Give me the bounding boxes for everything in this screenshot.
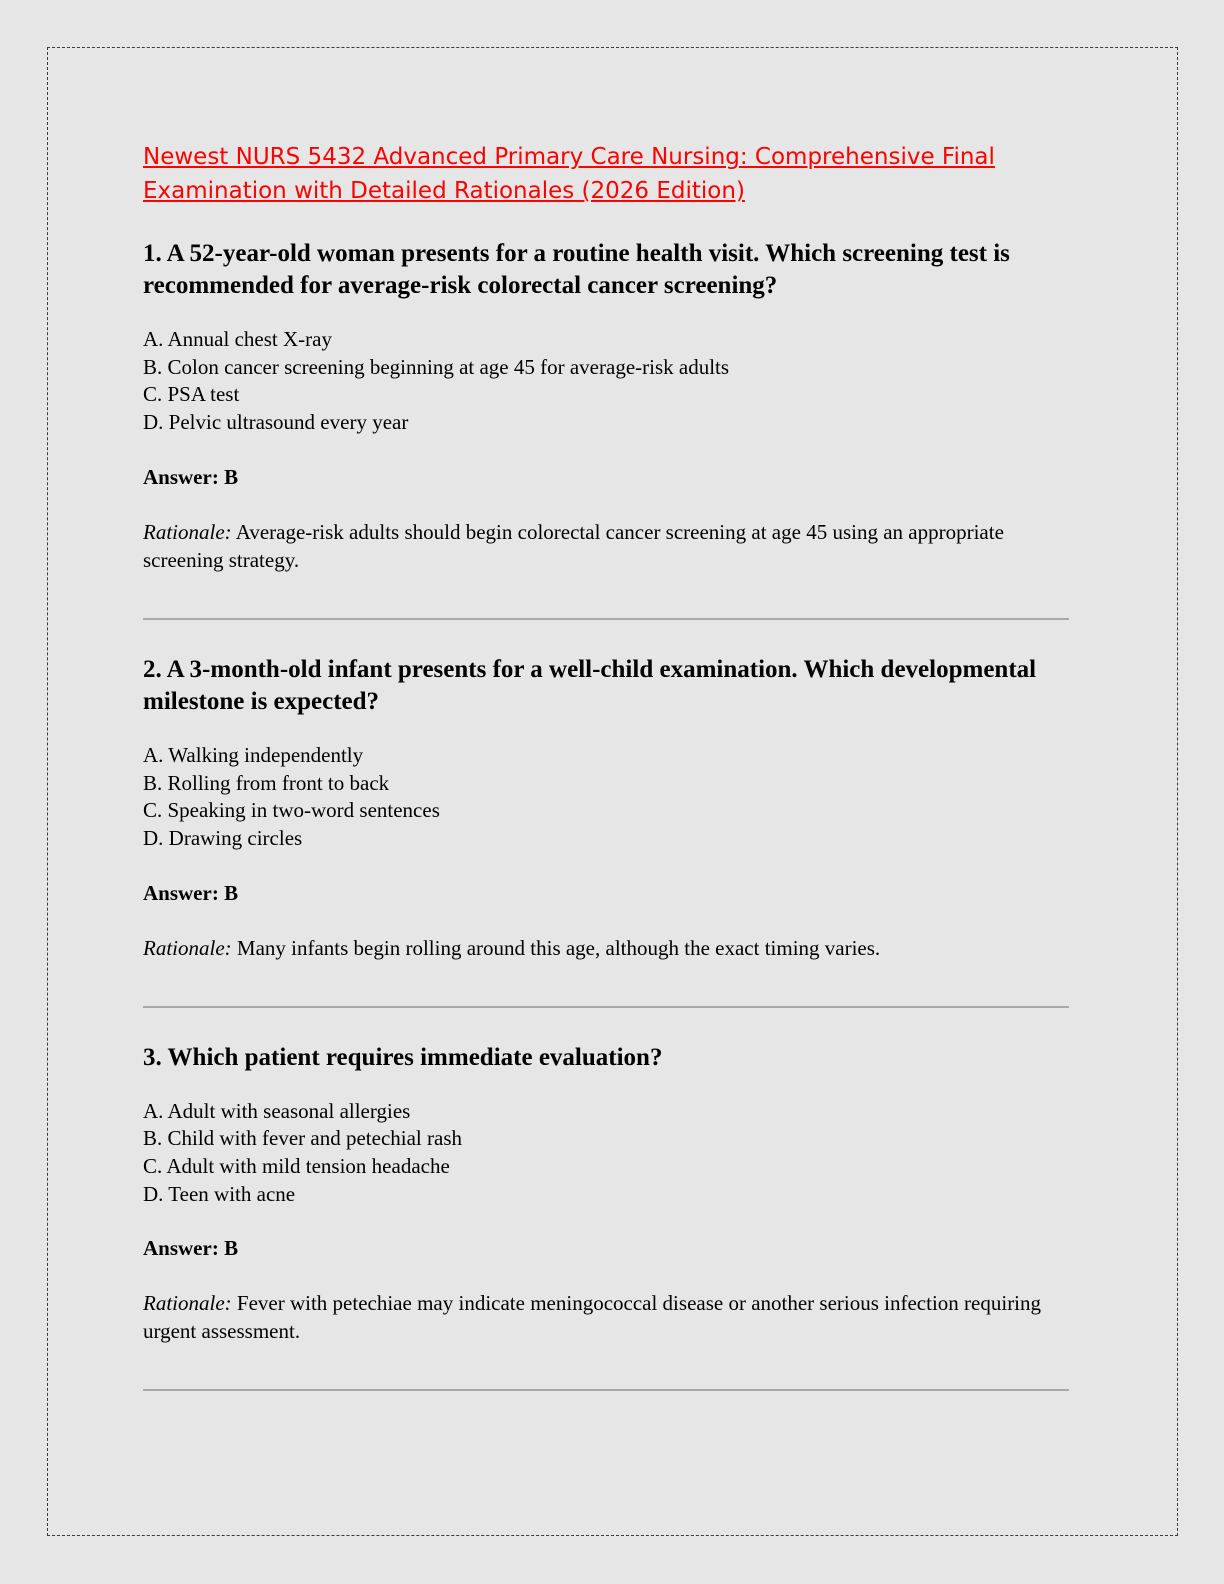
option-c: C. PSA test (143, 382, 240, 407)
question-text: 2. A 3-month-old infant presents for a well-child examination. Which developmental milestone is expected? (143, 655, 1037, 715)
option-d: D. Drawing circles (143, 825, 303, 850)
options-list (143, 326, 1083, 437)
rationale-label: Rationale: (143, 935, 232, 960)
document-title[interactable]: Newest NURS 5432 Advanced Primary Care Nursing: Comprehensive Final Examination with Detailed Rationales (2026 Edition) (143, 144, 995, 204)
question-divider (143, 1006, 1069, 1008)
question-1 (143, 238, 1083, 620)
question-2 (143, 654, 1083, 1008)
question-divider (143, 1389, 1069, 1391)
option-c: C. Adult with mild tension headache (143, 1154, 450, 1179)
option-c: C. Speaking in two-word sentences (143, 798, 440, 823)
option-d: D. Pelvic ultrasound every year (143, 410, 409, 435)
options-list (143, 742, 1083, 853)
question-3 (143, 1042, 1083, 1392)
option-b: B. Child with fever and petechial rash (143, 1126, 462, 1151)
option-a: A. Walking independently (143, 742, 364, 767)
options-list (143, 1098, 1083, 1209)
question-text: 3. Which patient requires immediate evaluation? (143, 1043, 663, 1071)
answer: Answer: B (143, 1236, 239, 1261)
document-content (143, 140, 1083, 1391)
rationale (143, 934, 1083, 962)
rationale (143, 518, 1083, 574)
rationale-text: Fever with petechiae may indicate meningococcal disease or another serious infection requiring urgent assessment. (143, 1291, 1042, 1344)
answer: Answer: B (143, 464, 239, 489)
rationale-label: Rationale: (143, 1291, 232, 1316)
rationale-label: Rationale: (143, 519, 232, 544)
rationale (143, 1289, 1083, 1345)
option-b: B. Colon cancer screening beginning at age 45 for average-risk adults (143, 354, 730, 379)
question-text: 1. A 52-year-old woman presents for a routine health visit. Which screening test is recommended for average-risk colorectal cancer screening? (143, 240, 1010, 299)
option-a: A. Annual chest X-ray (143, 327, 332, 351)
answer: Answer: B (143, 880, 239, 905)
option-d: D. Teen with acne (143, 1181, 296, 1206)
rationale-text: Many infants begin rolling around this age, although the exact timing varies. (231, 935, 881, 960)
question-divider (143, 618, 1069, 620)
option-a: A. Adult with seasonal allergies (143, 1098, 411, 1123)
rationale-text: Average-risk adults should begin colorectal cancer screening at age 45 using an appropriate screening strategy. (143, 519, 1004, 572)
option-b: B. Rolling from front to back (143, 770, 390, 795)
